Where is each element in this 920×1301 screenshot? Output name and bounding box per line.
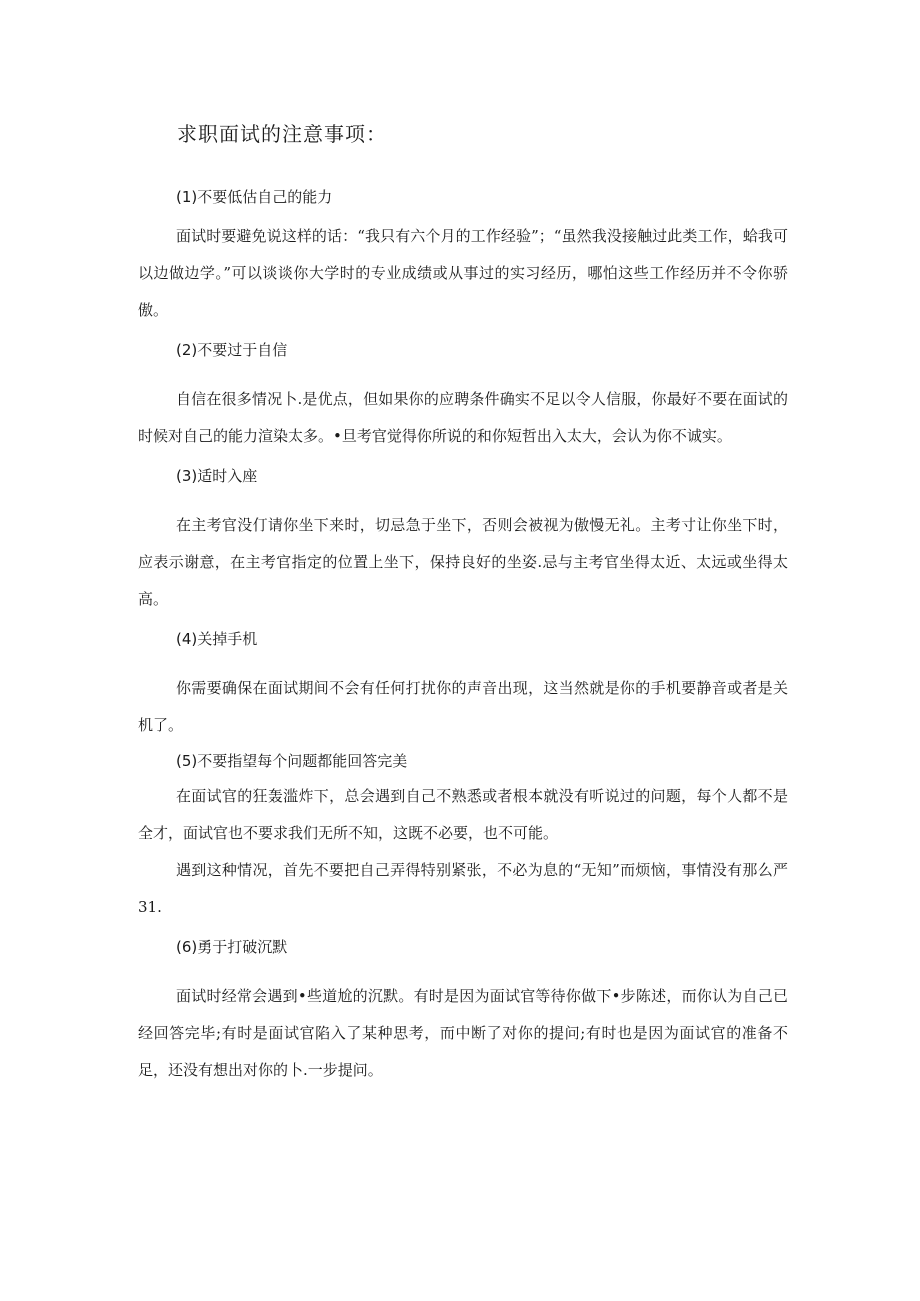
section-paragraph: 你需要确保在面试期间不会有任何打扰你的声音出现，这当然就是你的手机要静音或者是关机了。 — [138, 679, 788, 734]
section-heading-2: (2)不要过于自信 — [176, 341, 288, 359]
document-body — [138, 180, 788, 1089]
document-title: 求职面试的注意事项： — [177, 122, 387, 146]
section-paragraph: 遇到这种情况，首先不要把自己弄得特别紧张，不必为息的“无知”而烦恼，事情没有那么严31. — [138, 861, 788, 916]
section-paragraph: 在主考官没仃请你坐下来时，切忌急于坐下，否则会被视为傲慢无礼。主考寸让你坐下时，应表示谢意，在主考官指定的位置上坐下，保持良好的坐姿.忌与主考官坐得太近、太远或坐得太高。 — [138, 516, 788, 608]
section-heading-4: (4)关掉手机 — [176, 630, 258, 648]
section-heading-1: (1)不要低估自己的能力 — [176, 188, 333, 206]
section-paragraph: 面试时要避免说这样的话：“我只有六个月的工作经验”；“虽然我没接触过此类工作，蛤我可以边做边学。”可以谈谈你大学时的专业成绩或从事过的实习经历，哪怕这些工作经历并不令你骄傲。 — [138, 227, 788, 319]
section-paragraph: 自信在很多情况卜.是优点，但如果你的应聘条件确实不足以令人信服，你最好不要在面试的时候对自己的能力渲染太多。•旦考官觉得你所说的和你短哲出入太大，会认为你不诚实。 — [138, 390, 788, 445]
section-heading-3: (3)适时入座 — [176, 467, 258, 485]
section-heading-6: (6)勇于打破沉默 — [176, 938, 288, 956]
section-paragraph: 面试时经常会遇到•些道尬的沉默。有时是因为面试官等待你做下•步陈述，而你认为自己已经回答完毕;有时是面试官陷入了某种思考，而中断了对你的提问;有时也是因为面试官的准备不足，还没有想出对你的卜.一步提问。 — [138, 987, 788, 1079]
section-heading-5: (5)不要指望每个问题都能回答完美 — [176, 752, 408, 770]
section-paragraph: 在面试官的狂轰滥炸下，总会遇到自己不熟悉或者根本就没有听说过的问题，每个人都不是全才，面试官也不要求我们无所不知，这既不必要，也不可能。 — [138, 787, 788, 842]
